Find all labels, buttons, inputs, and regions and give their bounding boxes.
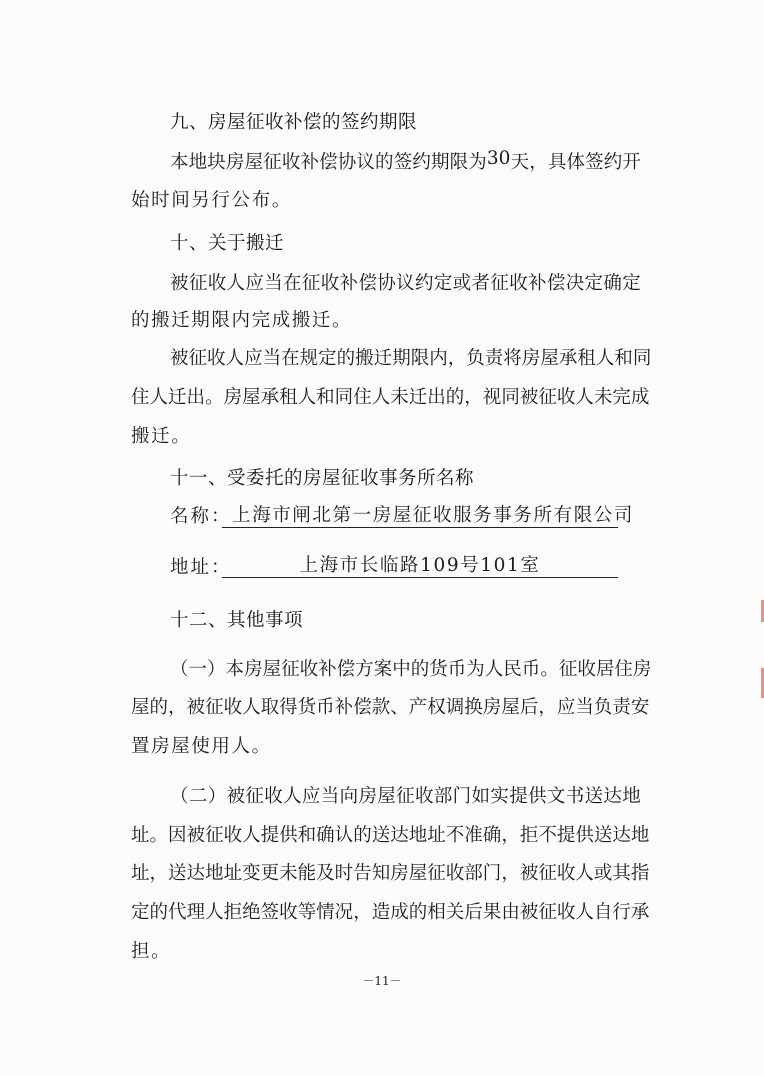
section-12-para1-line-3: 置房屋使用人。 xyxy=(131,736,272,757)
section-12-para2-line-2: 址 。 因 被 征 收 人 提 供 和 确 认 的 送 达 地 址 不 准 确 ， 拒 不 提 供 送 达 地 xyxy=(131,825,650,846)
section-11-heading: 十一、受委托的房屋征收事务所名称 xyxy=(170,468,475,489)
section-12-para1-line-2: 屋 的 ， 被 征 收 人 取 得 货 币 补 偿 款 、 产 权 调 换 房 屋 后 ， 应 当 负 责 安 xyxy=(131,697,650,718)
agency-address-label: 地址： xyxy=(170,557,232,578)
section-10-para2-line-1: 被 征 收 人 应 当 在 规 定 的 搬 迁 期 限 内 ， 负 责 将 房 屋 承 租 人 和 同 xyxy=(170,348,652,369)
section-9-heading: 九、房屋征收补偿的签约期限 xyxy=(170,112,418,133)
agency-name-label: 名称： xyxy=(170,506,232,527)
section-12-para2-line-4: 定 的 代 理 人 拒 绝 签 收 等 情 况 ， 造 成 的 相 关 后 果 由 被 征 收 人 自 行 承 xyxy=(131,902,650,923)
agency-name-value: 上海市闸北第一房屋征收服务事务所有限公司 xyxy=(222,501,618,528)
section-10-heading: 十、关于搬迁 xyxy=(170,233,285,254)
section-9-para-line-2: 始时间另行公布。 xyxy=(131,190,292,211)
section-12-para2-line-3: 址 ， 送 达 地 址 变 更 未 能 及 时 告 知 房 屋 征 收 部 门 ， 被 征 收 人 或 其 指 xyxy=(131,863,650,884)
section-12-para1-line-1: （ 一 ） 本 房 屋 征 收 补 偿 方 案 中 的 货 币 为 人 民 币 。 征 收 居 住 房 xyxy=(170,659,652,680)
section-12-para2-line-1: （ 二 ） 被 征 收 人 应 当 向 房 屋 征 收 部 门 如 实 提 供 文 书 送 达 地 xyxy=(170,786,641,807)
section-12-heading: 十二、其他事项 xyxy=(170,610,304,631)
section-10-para2-line-3: 搬迁。 xyxy=(131,426,192,447)
section-9-para-line-1: 本 地 块 房 屋 征 收 补 偿 协 议 的 签 约 期 限 为 30 天 ， 具 体 签 约 开 xyxy=(170,148,641,173)
page-number: －11－ xyxy=(362,974,402,988)
section-10-para1-line-2: 的搬迁期限内完成搬迁。 xyxy=(131,310,353,331)
section-10-para1-line-1: 被 征 收 人 应 当 在 征 收 补 偿 协 议 约 定 或 者 征 收 补 偿 决 定 确 定 xyxy=(170,273,641,294)
section-12-para2-line-5: 担。 xyxy=(131,941,172,962)
section-10-para2-line-2: 住 人 迁 出 。 房 屋 承 租 人 和 同 住 人 未 迁 出 的 ， 视 同 被 征 收 人 未 完 成 xyxy=(131,387,650,408)
agency-address-value: 上海市长临路109号101室 xyxy=(222,551,618,578)
